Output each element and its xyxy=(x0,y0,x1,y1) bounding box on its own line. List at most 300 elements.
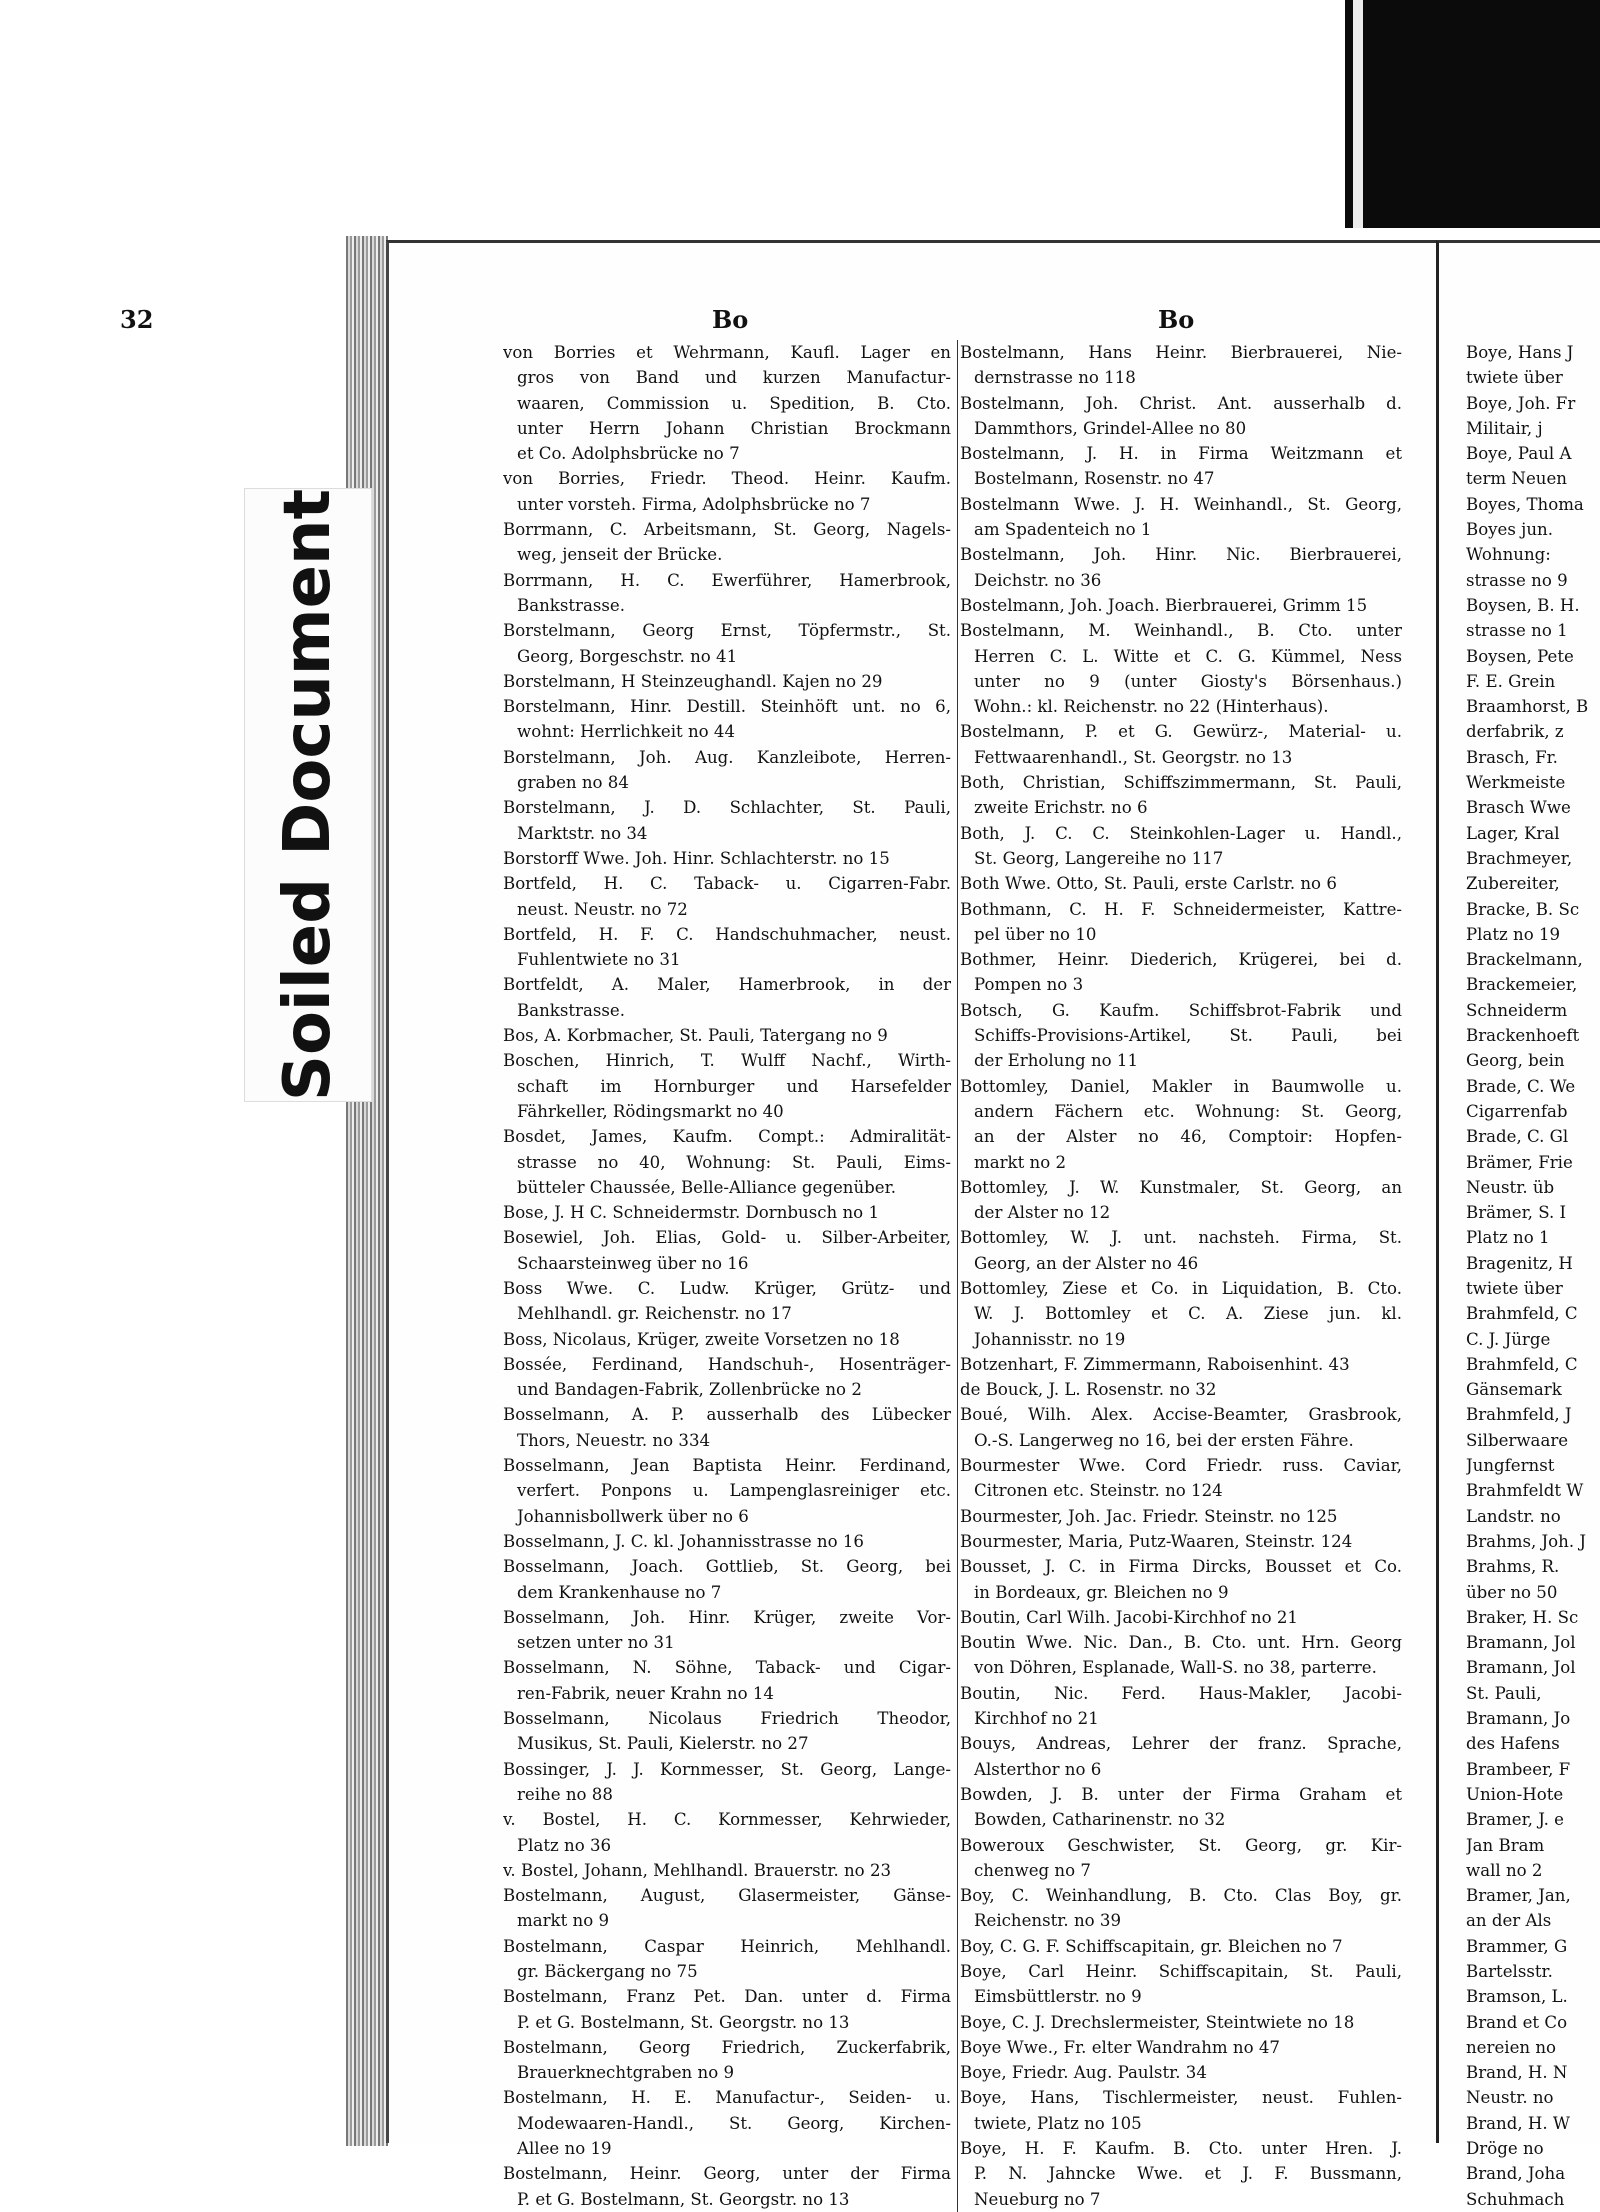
entry-name-line: Bourmester, Maria, Putz-Waaren, Steinstr. 124 xyxy=(960,1531,1353,1551)
directory-entry xyxy=(503,1023,951,1048)
directory-entry xyxy=(960,897,1402,948)
cropped-entry-line: Brand, H. N xyxy=(1466,2063,1568,2083)
entry-continuation-line: unter vorsteh. Firma, Adolphsbrücke no 7 xyxy=(517,494,871,514)
entry-name-line: Bortfeld, H. F. C. Handschuhmacher, neust. xyxy=(503,924,951,944)
entry-continuation-line: Bankstrasse. xyxy=(517,1000,625,1020)
entry-continuation-line: Bostelmann, Rosenstr. no 47 xyxy=(974,469,1215,489)
entry-continuation-line: Mehlhandl. gr. Reichenstr. no 17 xyxy=(517,1304,792,1324)
directory-entry xyxy=(960,2085,1402,2136)
cropped-entry-line: Brahms, Joh. J xyxy=(1466,1531,1587,1551)
entry-continuation-line: reihe no 88 xyxy=(517,1784,613,1804)
directory-entry xyxy=(960,1529,1402,1554)
cropped-entry-line: Boye, Joh. Fr xyxy=(1466,393,1576,413)
cropped-entry-line: Jungfernst xyxy=(1466,1456,1555,1476)
entry-name-line: Bottomley, Daniel, Makler in Baumwolle u. xyxy=(960,1076,1402,1096)
entry-name-line: Borstelmann, Hinr. Destill. Steinhöft unt. no 6, xyxy=(503,697,951,717)
directory-entry xyxy=(960,618,1402,719)
directory-entry xyxy=(503,618,951,669)
entry-continuation-line: Kirchhof no 21 xyxy=(974,1709,1099,1729)
directory-entry xyxy=(960,947,1402,998)
entry-continuation-line: verfert. Ponpons u. Lampenglasreiniger etc. xyxy=(517,1481,951,1501)
entry-continuation-line: Eimsbüttlerstr. no 9 xyxy=(974,1987,1142,2007)
cropped-entry-line: Militair, j xyxy=(1466,418,1543,438)
cropped-entry-line: Neustr. üb xyxy=(1466,1177,1555,1197)
directory-entry xyxy=(960,770,1402,821)
entry-name-line: Bothmer, Heinr. Diederich, Krügerei, bei d. xyxy=(960,950,1402,970)
entry-continuation-line: waaren, Commission u. Spedition, B. Cto. xyxy=(517,393,951,413)
cropped-entry-line: Platz no 19 xyxy=(1466,924,1561,944)
entry-continuation-line: gros von Band und kurzen Manufactur- xyxy=(517,368,951,388)
cropped-entry-line: nereien no xyxy=(1466,2037,1557,2057)
cropped-entry-line: twiete über xyxy=(1466,368,1563,388)
cropped-entry-line: Platz no 1 xyxy=(1466,1228,1550,1248)
cropped-entry-line: Schneiderm xyxy=(1466,1000,1568,1020)
entry-continuation-line: Schiffs-Provisions-Artikel, St. Pauli, bei xyxy=(974,1026,1402,1046)
directory-entry xyxy=(960,492,1402,543)
entry-continuation-line: Johannisbollwerk über no 6 xyxy=(517,1506,749,1526)
entry-continuation-line: Wohn.: kl. Reichenstr. no 22 (Hinterhaus). xyxy=(974,697,1329,717)
cropped-entry-line: Brammer, G xyxy=(1466,1936,1568,1956)
cropped-entry-line: Brackenhoeft xyxy=(1466,1026,1580,1046)
directory-entry xyxy=(503,922,951,973)
directory-entry xyxy=(960,1352,1402,1377)
entry-name-line: Boutin, Nic. Ferd. Haus-Makler, Jacobi- xyxy=(960,1683,1402,1703)
entry-name-line: Boutin, Carl Wilh. Jacobi-Kirchhof no 21 xyxy=(960,1607,1298,1627)
directory-entry xyxy=(503,1200,951,1225)
directory-entry xyxy=(960,593,1402,618)
directory-entry xyxy=(503,2085,951,2161)
directory-entry xyxy=(503,1554,951,1605)
entry-continuation-line: und Bandagen-Fabrik, Zollenbrücke no 2 xyxy=(517,1380,862,1400)
cropped-entry-line: Brand, H. W xyxy=(1466,2113,1570,2133)
cropped-entry-line: Bramer, J. e xyxy=(1466,1810,1564,1830)
entry-name-line: Borrmann, C. Arbeitsmann, St. Georg, Nagels- xyxy=(503,520,951,540)
directory-entry xyxy=(960,719,1402,770)
cropped-entry-line: über no 50 xyxy=(1466,1582,1558,1602)
entry-name-line: Bosselmann, Nicolaus Friedrich Theodor, xyxy=(503,1709,951,1729)
entry-name-line: Both, Christian, Schiffszimmermann, St. Pauli, xyxy=(960,773,1402,793)
entry-name-line: Borstelmann, H Steinzeughandl. Kajen no 29 xyxy=(503,671,883,691)
directory-entry xyxy=(960,1731,1402,1782)
entry-name-line: Bosselmann, A. P. ausserhalb des Lübecker xyxy=(503,1405,951,1425)
entry-name-line: Boweroux Geschwister, St. Georg, gr. Kir- xyxy=(960,1835,1402,1855)
entry-name-line: Bosselmann, N. Söhne, Taback- und Cigar- xyxy=(503,1658,951,1678)
entry-continuation-line: Deichstr. no 36 xyxy=(974,570,1102,590)
directory-entry xyxy=(960,1630,1402,1681)
directory-entry xyxy=(960,1833,1402,1884)
entry-continuation-line: zweite Erichstr. no 6 xyxy=(974,798,1148,818)
directory-entry xyxy=(960,542,1402,593)
entry-name-line: Bostelmann, Joh. Joach. Bierbrauerei, Grimm 15 xyxy=(960,595,1368,615)
entry-name-line: Boye, Friedr. Aug. Paulstr. 34 xyxy=(960,2063,1207,2083)
entry-name-line: Bottomley, W. J. unt. nachsteh. Firma, St. xyxy=(960,1228,1402,1248)
cropped-entry-line: Brasch, Fr. xyxy=(1466,747,1558,767)
directory-entry xyxy=(960,2136,1402,2212)
entry-name-line: Bostelmann, Heinr. Georg, unter der Firma xyxy=(503,2164,951,2184)
entry-continuation-line: wohnt: Herrlichkeit no 44 xyxy=(517,722,736,742)
directory-entry xyxy=(503,795,951,846)
cropped-entry-line: Bramann, Jo xyxy=(1466,1709,1571,1729)
stamp-label: Soiled Document xyxy=(271,488,345,1102)
entry-continuation-line: Schaarsteinweg über no 16 xyxy=(517,1253,749,1273)
directory-entry xyxy=(960,2060,1402,2085)
directory-entry xyxy=(960,2035,1402,2060)
entry-continuation-line: Bankstrasse. xyxy=(517,595,625,615)
directory-entry xyxy=(503,1858,951,1883)
entry-continuation-line: P. et G. Bostelmann, St. Georgstr. no 13 xyxy=(517,2189,850,2209)
cropped-entry-line: Lager, Kral xyxy=(1466,823,1560,843)
cropped-entry-line: Boysen, B. H. xyxy=(1466,595,1580,615)
cropped-entry-line: Brand et Co xyxy=(1466,2012,1568,2032)
cropped-entry-line: an der Als xyxy=(1466,1911,1552,1931)
cropped-entry-line: Braamhorst, B xyxy=(1466,697,1589,717)
directory-entry xyxy=(960,1402,1402,1453)
entry-name-line: Bostelmann, Caspar Heinrich, Mehlhandl. xyxy=(503,1936,951,1956)
entry-continuation-line: twiete, Platz no 105 xyxy=(974,2113,1142,2133)
directory-entry xyxy=(960,1605,1402,1630)
entry-continuation-line: Georg, Borgeschstr. no 41 xyxy=(517,646,738,666)
entry-continuation-line: setzen unter no 31 xyxy=(517,1633,675,1653)
entry-name-line: Bostelmann, P. et G. Gewürz-, Material- u. xyxy=(960,722,1402,742)
directory-entry xyxy=(503,1605,951,1656)
cropped-entry-line: Georg, bein xyxy=(1466,1051,1565,1071)
entry-name-line: Bouys, Andreas, Lehrer der franz. Sprache, xyxy=(960,1734,1402,1754)
entry-continuation-line: P. N. Jahncke Wwe. et J. F. Bussmann, xyxy=(974,2164,1402,2184)
directory-entry xyxy=(960,2010,1402,2035)
running-header-right: Bo xyxy=(1158,305,1195,334)
directory-entry xyxy=(503,1883,951,1934)
entry-continuation-line: der Alster no 12 xyxy=(974,1203,1111,1223)
directory-entry xyxy=(960,1681,1402,1732)
directory-entry xyxy=(503,517,951,568)
entry-continuation-line: W. J. Bottomley et C. A. Ziese jun. kl. xyxy=(974,1304,1402,1324)
soiled-document-stamp xyxy=(244,488,372,1102)
entry-name-line: Botsch, G. Kaufm. Schiffsbrot-Fabrik und xyxy=(960,1000,1402,1020)
cropped-entry-line: Boyes jun. xyxy=(1466,520,1553,540)
entry-name-line: Bostelmann, August, Glasermeister, Gänse- xyxy=(503,1886,951,1906)
directory-entry xyxy=(503,1124,951,1200)
directory-entry xyxy=(960,1453,1402,1504)
directory-entry xyxy=(503,1529,951,1554)
entry-continuation-line: dernstrasse no 118 xyxy=(974,368,1136,388)
entry-name-line: Boye, Carl Heinr. Schiffscapitain, St. Pauli, xyxy=(960,1962,1402,1981)
cropped-entry-line: derfabrik, z xyxy=(1466,722,1564,742)
entry-name-line: de Bouck, J. L. Rosenstr. no 32 xyxy=(960,1380,1217,1400)
entry-continuation-line: unter no 9 (unter Giosty's Börsenhaus.) xyxy=(974,671,1402,691)
cropped-entry-line: term Neuen xyxy=(1466,469,1567,489)
entry-continuation-line: Alsterthor no 6 xyxy=(974,1759,1102,1779)
entry-name-line: Bosselmann, J. C. kl. Johannisstrasse no 16 xyxy=(503,1531,864,1551)
cropped-entry-line: Bracke, B. Sc xyxy=(1466,899,1580,919)
directory-entry xyxy=(960,1225,1402,1276)
directory-entry xyxy=(503,871,951,922)
directory-entry xyxy=(960,1782,1402,1833)
cropped-entry-line: Bartelsstr. xyxy=(1466,1962,1553,1981)
entry-continuation-line: Fuhlentwiete no 31 xyxy=(517,950,681,970)
cropped-entry-line: wall no 2 xyxy=(1466,1860,1543,1880)
directory-entry xyxy=(503,1984,951,2035)
entry-name-line: Bostelmann, Joh. Hinr. Nic. Bierbrauerei, xyxy=(960,545,1402,565)
entry-continuation-line: Citronen etc. Steinstr. no 124 xyxy=(974,1481,1223,1501)
entry-name-line: Boye, H. F. Kaufm. B. Cto. unter Hren. J. xyxy=(960,2139,1402,2159)
directory-entry xyxy=(960,441,1402,492)
entry-continuation-line: gr. Bäckergang no 75 xyxy=(517,1962,698,1981)
directory-entry xyxy=(960,1883,1402,1934)
cropped-entry-line: Zubereiter, xyxy=(1466,874,1560,894)
cropped-entry-line: Brackelmann, xyxy=(1466,950,1583,970)
directory-entry xyxy=(503,745,951,796)
entry-name-line: Boschen, Hinrich, T. Wulff Nachf., Wirth- xyxy=(503,1051,951,1071)
entry-continuation-line: in Bordeaux, gr. Bleichen no 9 xyxy=(974,1582,1229,1602)
cropped-entry-line: Brackemeier, xyxy=(1466,975,1578,995)
running-header-left: Bo xyxy=(712,305,749,334)
directory-entry xyxy=(503,1225,951,1276)
entry-continuation-line: neust. Neustr. no 72 xyxy=(517,899,688,919)
entry-name-line: Bostelmann Wwe. J. H. Weinhandl., St. Georg, xyxy=(960,494,1402,514)
entry-name-line: Boy, C. Weinhandlung, B. Cto. Clas Boy, gr. xyxy=(960,1886,1402,1906)
entry-name-line: Bosselmann, Joach. Gottlieb, St. Georg, bei xyxy=(503,1557,951,1577)
entry-name-line: Bosewiel, Joh. Elias, Gold- u. Silber-Arbeiter, xyxy=(503,1228,951,1248)
entry-name-line: Bottomley, J. W. Kunstmaler, St. Georg, an xyxy=(960,1177,1402,1197)
entry-continuation-line: Neueburg no 7 xyxy=(974,2189,1101,2209)
cropped-entry-line: Bramson, L. xyxy=(1466,1987,1568,2007)
entry-name-line: Bothmann, C. H. F. Schneidermeister, Kattre- xyxy=(960,899,1402,919)
entry-name-line: Bosselmann, Jean Baptista Heinr. Ferdinand, xyxy=(503,1456,951,1476)
entry-continuation-line: Fährkeller, Rödingsmarkt no 40 xyxy=(517,1101,784,1121)
directory-entry xyxy=(503,694,951,745)
entry-continuation-line: chenweg no 7 xyxy=(974,1860,1091,1880)
cropped-entry-line: Brasch Wwe xyxy=(1466,798,1571,818)
directory-entry xyxy=(503,1048,951,1124)
entry-name-line: Boy, C. G. F. Schiffscapitain, gr. Bleichen no 7 xyxy=(960,1936,1343,1956)
cropped-entry-line: strasse no 9 xyxy=(1466,570,1568,590)
entry-continuation-line: Modewaaren-Handl., St. Georg, Kirchen- xyxy=(517,2113,951,2133)
entry-continuation-line: Musikus, St. Pauli, Kielerstr. no 27 xyxy=(517,1734,809,1754)
entry-name-line: Boss Wwe. C. Ludw. Krüger, Grütz- und xyxy=(503,1278,951,1298)
cropped-entry-line: Brade, C. Gl xyxy=(1466,1127,1569,1147)
entry-name-line: Boye Wwe., Fr. elter Wandrahm no 47 xyxy=(960,2037,1280,2057)
entry-continuation-line: O.-S. Langerweg no 16, bei der ersten Fähre. xyxy=(974,1430,1354,1450)
entry-continuation-line: Platz no 36 xyxy=(517,1835,612,1855)
directory-entry xyxy=(960,998,1402,1074)
cropped-entry-line: Wohnung: xyxy=(1466,545,1551,565)
entry-continuation-line: am Spadenteich no 1 xyxy=(974,520,1152,540)
cropped-entry-line: Boysen, Pete xyxy=(1466,646,1574,666)
entry-name-line: Bousset, J. C. in Firma Dircks, Bousset et Co. xyxy=(960,1557,1402,1577)
directory-entry xyxy=(960,340,1402,391)
entry-name-line: Boye, C. J. Drechslermeister, Steintwiete no 18 xyxy=(960,2012,1355,2032)
cropped-entry-line: Brahmfeld, C xyxy=(1466,1354,1578,1374)
entry-continuation-line: schaft im Hornburger und Harsefelder xyxy=(517,1076,951,1096)
cropped-entry-line: Union-Hote xyxy=(1466,1784,1564,1804)
entry-continuation-line: Dammthors, Grindel-Allee no 80 xyxy=(974,418,1247,438)
directory-entry xyxy=(960,1074,1402,1175)
cropped-entry-line: Jan Bram xyxy=(1466,1835,1545,1855)
entry-name-line: Bostelmann, Joh. Christ. Ant. ausserhalb d. xyxy=(960,393,1402,413)
directory-entry xyxy=(960,1377,1402,1402)
cropped-entry-line: Dröge no xyxy=(1466,2139,1544,2159)
cropped-entry-line: Brahmfeld, J xyxy=(1466,1405,1572,1425)
entry-continuation-line: strasse no 40, Wohnung: St. Pauli, Eims- xyxy=(517,1152,951,1172)
entry-name-line: Both Wwe. Otto, St. Pauli, erste Carlstr. no 6 xyxy=(960,874,1337,894)
directory-entry xyxy=(503,1352,951,1403)
page-number: 32 xyxy=(120,305,154,334)
cropped-entry-line: Cigarrenfab xyxy=(1466,1101,1568,1121)
entry-name-line: Bose, J. H C. Schneidermstr. Dornbusch no 1 xyxy=(503,1203,879,1223)
entry-continuation-line: an der Alster no 46, Comptoir: Hopfen- xyxy=(974,1127,1402,1147)
entry-name-line: Borrmann, H. C. Ewerführer, Hamerbrook, xyxy=(503,570,951,590)
directory-entry xyxy=(503,2035,951,2086)
directory-entry xyxy=(503,1807,951,1858)
cropped-entry-line: Brämer, Frie xyxy=(1466,1152,1573,1172)
cropped-entry-line: Brahms, R. xyxy=(1466,1557,1560,1577)
directory-entry xyxy=(503,669,951,694)
directory-entry xyxy=(503,846,951,871)
cropped-entry-line: St. Pauli, xyxy=(1466,1683,1542,1703)
directory-entry xyxy=(960,1554,1402,1605)
entry-name-line: Bostelmann, M. Weinhandl., B. Cto. unter xyxy=(960,621,1402,641)
entry-name-line: von Borries, Friedr. Theod. Heinr. Kaufm. xyxy=(503,469,951,489)
entry-name-line: Bosdet, James, Kaufm. Compt.: Admiralität- xyxy=(503,1127,951,1147)
entry-name-line: Borstelmann, J. D. Schlachter, St. Pauli, xyxy=(503,798,951,818)
directory-entry xyxy=(503,1706,951,1757)
entry-name-line: Bostelmann, Hans Heinr. Bierbrauerei, Nie- xyxy=(960,343,1402,362)
cropped-entry-line: Brahmfeld, C xyxy=(1466,1304,1578,1324)
directory-column-middle xyxy=(957,340,1402,2212)
entry-name-line: Bourmester, Joh. Jac. Friedr. Steinstr. no 125 xyxy=(960,1506,1338,1526)
cropped-entry-line: Bramer, Jan, xyxy=(1466,1886,1571,1906)
entry-name-line: Bos, A. Korbmacher, St. Pauli, Tatergang no 9 xyxy=(503,1026,888,1046)
cropped-entry-line: C. J. Jürge xyxy=(1466,1329,1551,1349)
entry-continuation-line: graben no 84 xyxy=(517,773,629,793)
cropped-entry-line: Boyes, Thoma xyxy=(1466,494,1584,514)
cropped-entry-line: Bramann, Jol xyxy=(1466,1658,1576,1678)
cropped-entry-line: Brade, C. We xyxy=(1466,1076,1576,1096)
cropped-entry-line: Landstr. no xyxy=(1466,1506,1561,1526)
entry-continuation-line: Bowden, Catharinenstr. no 32 xyxy=(974,1810,1226,1830)
entry-continuation-line: Marktstr. no 34 xyxy=(517,823,648,843)
entry-continuation-line: von Döhren, Esplanade, Wall-S. no 38, parterre. xyxy=(974,1658,1377,1678)
cropped-entry-line: Silberwaare xyxy=(1466,1430,1569,1450)
directory-entry xyxy=(503,2161,951,2212)
directory-entry xyxy=(960,1276,1402,1352)
cropped-entry-line: Brämer, S. I xyxy=(1466,1203,1567,1223)
directory-entry xyxy=(960,1959,1402,2010)
directory-entry xyxy=(503,1453,951,1529)
entry-continuation-line: Reichenstr. no 39 xyxy=(974,1911,1122,1931)
directory-entry xyxy=(503,1757,951,1808)
entry-continuation-line: Herren C. L. Witte et C. G. Kümmel, Ness xyxy=(974,646,1402,666)
entry-name-line: Bossinger, J. J. Kornmesser, St. Georg, Lange- xyxy=(503,1759,951,1779)
entry-name-line: Bostelmann, Franz Pet. Dan. unter d. Firma xyxy=(503,1987,951,2007)
entry-continuation-line: weg, jenseit der Brücke. xyxy=(517,545,723,565)
cropped-entry-line: Boye, Hans J xyxy=(1466,343,1574,362)
directory-entry xyxy=(503,1934,951,1985)
directory-entry xyxy=(503,972,951,1023)
entry-name-line: Borstelmann, Joh. Aug. Kanzleibote, Herren- xyxy=(503,747,951,767)
scan-edge-black xyxy=(1345,0,1600,228)
directory-entry xyxy=(503,1327,951,1352)
cropped-entry-line: Brachmeyer, xyxy=(1466,848,1573,868)
entry-name-line: Boutin Wwe. Nic. Dan., B. Cto. unt. Hrn. Georg xyxy=(960,1633,1402,1653)
cropped-entry-line: Boye, Paul A xyxy=(1466,444,1572,464)
cropped-entry-line: F. E. Grein xyxy=(1466,671,1556,691)
cropped-entry-line: Brand, Joha xyxy=(1466,2164,1566,2184)
directory-entry xyxy=(960,1504,1402,1529)
directory-entry xyxy=(503,1276,951,1327)
entry-continuation-line: P. et G. Bostelmann, St. Georgstr. no 13 xyxy=(517,2012,850,2032)
entry-name-line: Boué, Wilh. Alex. Accise-Beamter, Grasbrook, xyxy=(960,1405,1402,1425)
directory-column-left xyxy=(503,340,951,2212)
entry-continuation-line: markt no 9 xyxy=(517,1911,610,1931)
entry-name-line: Boss, Nicolaus, Krüger, zweite Vorsetzen no 18 xyxy=(503,1329,900,1349)
entry-name-line: v. Bostel, Johann, Mehlhandl. Brauerstr. no 23 xyxy=(503,1860,892,1880)
entry-name-line: von Borries et Wehrmann, Kaufl. Lager en xyxy=(503,343,951,362)
directory-column-right-partial xyxy=(1466,340,1600,2212)
directory-entry xyxy=(960,391,1402,442)
entry-continuation-line: Georg, an der Alster no 46 xyxy=(974,1253,1199,1273)
entry-name-line: Borstorff Wwe. Joh. Hinr. Schlachterstr. no 15 xyxy=(503,848,890,868)
entry-continuation-line: unter Herrn Johann Christian Brockmann xyxy=(517,418,951,438)
entry-name-line: Botzenhart, F. Zimmermann, Raboisenhint. 43 xyxy=(960,1354,1350,1374)
directory-entry xyxy=(503,466,951,517)
entry-name-line: Both, J. C. C. Steinkohlen-Lager u. Handl., xyxy=(960,823,1402,843)
directory-entry xyxy=(503,1402,951,1453)
cropped-entry-line: des Hafens xyxy=(1466,1734,1560,1754)
entry-name-line: Bossée, Ferdinand, Handschuh-, Hosenträger- xyxy=(503,1354,951,1374)
directory-entry xyxy=(960,1175,1402,1226)
entry-continuation-line: Allee no 19 xyxy=(517,2139,612,2159)
cropped-entry-line: Bragenitz, H xyxy=(1466,1253,1573,1273)
entry-continuation-line: ren-Fabrik, neuer Krahn no 14 xyxy=(517,1683,774,1703)
directory-entry xyxy=(503,340,951,466)
entry-name-line: Bourmester Wwe. Cord Friedr. russ. Caviar, xyxy=(960,1456,1402,1476)
entry-continuation-line: St. Georg, Langereihe no 117 xyxy=(974,848,1224,868)
entry-continuation-line: Brauerknechtgraben no 9 xyxy=(517,2063,735,2083)
entry-name-line: Bortfeldt, A. Maler, Hamerbrook, in der xyxy=(503,975,951,995)
cropped-entry-line: Schuhmach xyxy=(1466,2189,1565,2209)
entry-name-line: Bostelmann, H. E. Manufactur-, Seiden- u. xyxy=(503,2088,951,2108)
entry-continuation-line: der Erholung no 11 xyxy=(974,1051,1139,1071)
entry-name-line: v. Bostel, H. C. Kornmesser, Kehrwieder, xyxy=(503,1810,951,1830)
entry-continuation-line: pel über no 10 xyxy=(974,924,1097,944)
entry-continuation-line: Pompen no 3 xyxy=(974,975,1084,995)
cropped-entry-line: Brambeer, F xyxy=(1466,1759,1571,1779)
cropped-entry-line: Neustr. no xyxy=(1466,2088,1554,2108)
entry-continuation-line: Johannisstr. no 19 xyxy=(974,1329,1126,1349)
cropped-entry-line: Brahmfeldt W xyxy=(1466,1481,1584,1501)
cropped-entry-line: strasse no 1 xyxy=(1466,621,1568,641)
entry-continuation-line: andern Fächern etc. Wohnung: St. Georg, xyxy=(974,1101,1402,1121)
entry-name-line: Boye, Hans, Tischlermeister, neust. Fuhlen- xyxy=(960,2088,1402,2108)
directory-entry xyxy=(503,568,951,619)
entry-continuation-line: et Co. Adolphsbrücke no 7 xyxy=(517,444,740,464)
entry-name-line: Bottomley, Ziese et Co. in Liquidation, B. Cto. xyxy=(960,1278,1402,1298)
entry-name-line: Borstelmann, Georg Ernst, Töpfermstr., St. xyxy=(503,621,951,641)
entry-name-line: Bostelmann, Georg Friedrich, Zuckerfabrik, xyxy=(503,2037,951,2057)
entry-name-line: Bortfeld, H. C. Taback- u. Cigarren-Fabr. xyxy=(503,874,951,894)
cropped-entry-line: twiete über xyxy=(1466,1278,1563,1298)
entry-continuation-line: Thors, Neuestr. no 334 xyxy=(517,1430,711,1450)
directory-entry xyxy=(960,871,1402,896)
entry-name-line: Bosselmann, Joh. Hinr. Krüger, zweite Vor- xyxy=(503,1607,951,1627)
entry-continuation-line: markt no 2 xyxy=(974,1152,1067,1172)
cropped-entry-line: Werkmeiste xyxy=(1466,773,1566,793)
entry-name-line: Bostelmann, J. H. in Firma Weitzmann et xyxy=(960,444,1402,464)
directory-entry xyxy=(960,821,1402,872)
cropped-entry-line: Gänsemark xyxy=(1466,1380,1562,1400)
cropped-entry-line: Bramann, Jol xyxy=(1466,1633,1576,1653)
